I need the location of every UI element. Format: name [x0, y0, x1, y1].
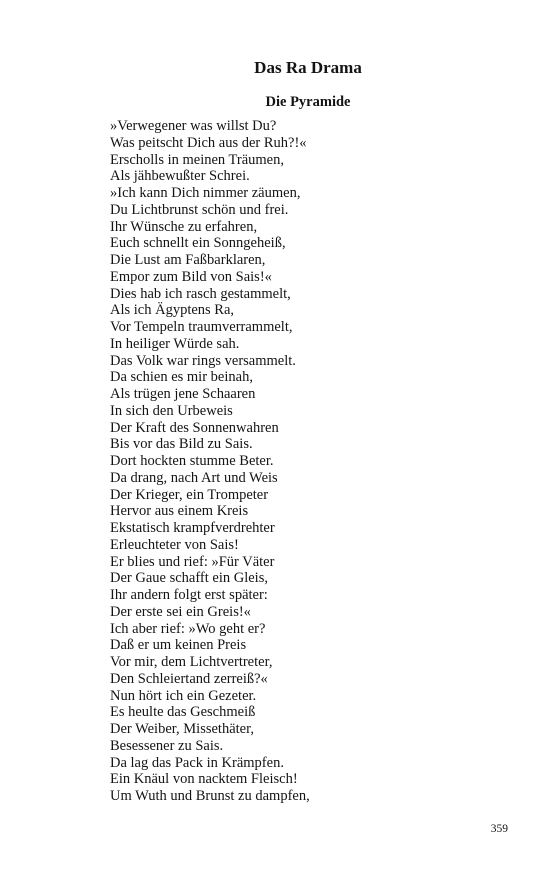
poem-line: Da lag das Pack in Krämpfen.: [110, 754, 284, 771]
poem-line: Es heulte das Geschmeiß: [110, 704, 256, 721]
poem-line: Um Wuth und Brunst zu dampfen,: [110, 788, 310, 804]
poem-line: Ihr andern folgt erst später:: [110, 587, 268, 603]
poem-line: Der Krieger, ein Trompeter: [110, 486, 269, 503]
poem-line: Als jähbewußter Schrei.: [110, 168, 250, 185]
poem-line: Euch schnellt ein Sonngeheiß,: [110, 235, 286, 252]
page-number: 359: [490, 823, 508, 835]
poem-line: Als ich Ägyptens Ra,: [110, 302, 235, 319]
poem-line: Er blies und rief: »Für Väter: [110, 553, 275, 570]
poem-line: Der Weiber, Missethäter,: [110, 721, 254, 737]
poem-line: Hervor aus einem Kreis: [110, 503, 249, 520]
poem-line: Da drang, nach Art und Weis: [110, 469, 278, 486]
poem-line: Als trügen jene Schaaren: [110, 386, 256, 402]
poem-line: Den Schleiertand zerreiß?«: [110, 670, 268, 687]
poem-body: [110, 118, 530, 805]
poem-line: Die Lust am Faßbarklaren,: [110, 252, 266, 268]
poem-line: Da schien es mir beinah,: [110, 369, 253, 386]
poem-line: Ein Knäul von nacktem Fleisch!: [110, 771, 298, 788]
poem-line: Der erste sei ein Greis!«: [110, 603, 251, 620]
poem-line: Das Volk war rings versammelt.: [110, 352, 296, 369]
poem-line: Dort hockten stumme Beter.: [110, 453, 274, 469]
poem-line: Bis vor das Bild zu Sais.: [110, 436, 253, 453]
poem-line: Besessener zu Sais.: [110, 737, 224, 754]
page-title: Das Ra Drama: [254, 58, 362, 77]
poem-line: Dies hab ich rasch gestammelt,: [110, 285, 291, 302]
section-subtitle: Die Pyramide: [265, 94, 351, 110]
poem-line: In sich den Urbeweis: [110, 402, 233, 419]
poem-line: Erscholls in meinen Träumen,: [110, 151, 284, 168]
poem-line: Vor mir, dem Lichtvertreter,: [110, 654, 273, 670]
poem-line: Nun hört ich ein Gezeter.: [110, 687, 257, 704]
poem-line: Der Kraft des Sonnenwahren: [110, 419, 279, 436]
poem-line: »Verwegener was willst Du?: [110, 118, 277, 134]
poem-line: Ich aber rief: »Wo geht er?: [110, 620, 266, 637]
poem-line: »Ich kann Dich nimmer zäumen,: [110, 185, 301, 201]
poem-line: Ihr Wünsche zu erfahren,: [110, 218, 258, 235]
poem-line: Vor Tempeln traumverrammelt,: [110, 319, 293, 335]
poem-line: Erleuchteter von Sais!: [110, 536, 239, 553]
poem-line: In heiliger Würde sah.: [110, 335, 240, 352]
poem-line: Was peitscht Dich aus der Ruh?!«: [110, 134, 307, 151]
poem-line: Ekstatisch krampfverdrehter: [110, 520, 275, 536]
poem-line: Empor zum Bild von Sais!«: [110, 268, 272, 285]
poem-line: Daß er um keinen Preis: [110, 637, 247, 654]
poem-line: Der Gaue schafft ein Gleis,: [110, 570, 268, 587]
poem-line: Du Lichtbrunst schön und frei.: [110, 201, 289, 218]
